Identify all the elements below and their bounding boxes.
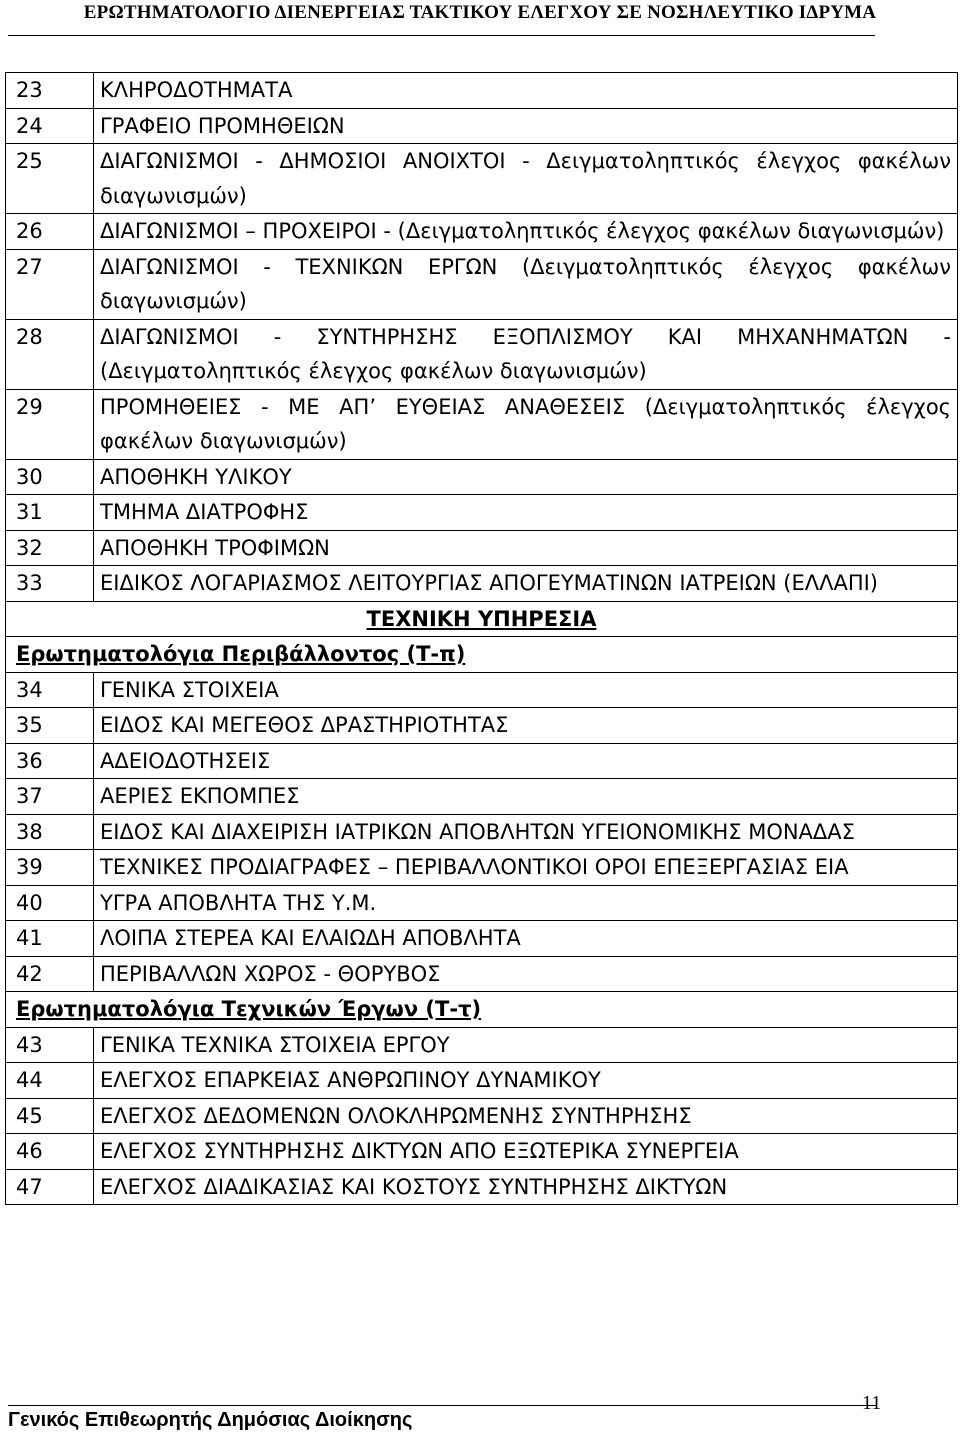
subheading-row — [6, 637, 958, 673]
row-number: 27 — [6, 249, 94, 319]
table-row — [6, 672, 958, 708]
table-row — [6, 1027, 958, 1063]
row-text: ΕΙΔΙΚΟΣ ΛΟΓΑΡΙΑΣΜΟΣ ΛΕΙΤΟΥΡΓΙΑΣ ΑΠΟΓΕΥΜΑΤΙΝΩΝ ΙΑΤΡΕΙΩΝ (ΕΛΛΑΠΙ) — [94, 566, 958, 602]
row-number: 25 — [6, 144, 94, 214]
table-row — [6, 885, 958, 921]
row-text: ΕΛΕΓΧΟΣ ΕΠΑΡΚΕΙΑΣ ΑΝΘΡΩΠΙΝΟΥ ΔΥΝΑΜΙΚΟΥ — [94, 1063, 958, 1099]
row-number: 34 — [6, 672, 94, 708]
page-number: 11 — [862, 1392, 882, 1414]
table-row — [6, 956, 958, 992]
row-text: ΕΛΕΓΧΟΣ ΔΙΑΔΙΚΑΣΙΑΣ ΚΑΙ ΚΟΣΤΟΥΣ ΣΥΝΤΗΡΗΣΗΣ ΔΙΚΤΥΩΝ — [94, 1169, 958, 1205]
table-row — [6, 108, 958, 144]
subheading-row — [6, 992, 958, 1028]
row-number: 23 — [6, 73, 94, 109]
row-text: ΤΕΧΝΙΚΕΣ ΠΡΟΔΙΑΓΡΑΦΕΣ – ΠΕΡΙΒΑΛΛΟΝΤΙΚΟΙ ΟΡΟΙ ΕΠΕΞΕΡΓΑΣΙΑΣ ΕΙΑ — [94, 850, 958, 886]
row-number: 42 — [6, 956, 94, 992]
row-number: 31 — [6, 495, 94, 531]
section-title-cell — [6, 601, 958, 637]
row-number: 26 — [6, 214, 94, 250]
table-row — [6, 779, 958, 815]
row-number: 24 — [6, 108, 94, 144]
table-row — [6, 495, 958, 531]
table-row — [6, 743, 958, 779]
footer-divider — [8, 1405, 876, 1406]
row-text: ΔΙΑΓΩΝΙΣΜΟΙ - ΣΥΝΤΗΡΗΣΗΣ ΕΞΟΠΛΙΣΜΟΥ ΚΑΙ ΜΗΧΑΝΗΜΑΤΩΝ - (Δειγματοληπτικός έλεγχος φακέλων διαγωνισμών) — [94, 319, 958, 389]
row-number: 44 — [6, 1063, 94, 1099]
row-text: ΕΙΔΟΣ ΚΑΙ ΜΕΓΕΘΟΣ ΔΡΑΣΤΗΡΙΟΤΗΤΑΣ — [94, 708, 958, 744]
section-header-row — [6, 601, 958, 637]
row-text: ΚΛΗΡΟΔΟΤΗΜΑΤΑ — [94, 73, 958, 109]
table-row — [6, 249, 958, 319]
row-text: ΔΙΑΓΩΝΙΣΜΟΙ – ΠΡΟΧΕΙΡΟΙ - (Δειγματοληπτικός έλεγχος φακέλων διαγωνισμών) — [94, 214, 958, 250]
row-text: ΠΕΡΙΒΑΛΛΩΝ ΧΩΡΟΣ - ΘΟΡΥΒΟΣ — [94, 956, 958, 992]
row-text: ΛΟΙΠΑ ΣΤΕΡΕΑ ΚΑΙ ΕΛΑΙΩΔΗ ΑΠΟΒΛΗΤΑ — [94, 921, 958, 957]
row-text: ΑΕΡΙΕΣ ΕΚΠΟΜΠΕΣ — [94, 779, 958, 815]
table-row — [6, 566, 958, 602]
row-number: 37 — [6, 779, 94, 815]
row-text: ΑΠΟΘΗΚΗ ΥΛΙΚΟΥ — [94, 459, 958, 495]
row-number: 45 — [6, 1098, 94, 1134]
row-number: 32 — [6, 530, 94, 566]
row-number: 35 — [6, 708, 94, 744]
row-number: 43 — [6, 1027, 94, 1063]
row-number: 46 — [6, 1134, 94, 1170]
table-row — [6, 214, 958, 250]
row-number: 29 — [6, 389, 94, 459]
row-text: ΤΜΗΜΑ ΔΙΑΤΡΟΦΗΣ — [94, 495, 958, 531]
questionnaire-table — [5, 72, 958, 1205]
table-row — [6, 319, 958, 389]
table-row — [6, 1098, 958, 1134]
table-row — [6, 459, 958, 495]
row-number: 38 — [6, 814, 94, 850]
table-row — [6, 144, 958, 214]
table-row — [6, 1134, 958, 1170]
footer-organization: Γενικός Επιθεωρητής Δημόσιας Διοίκησης — [8, 1409, 413, 1431]
row-number: 40 — [6, 885, 94, 921]
row-number: 41 — [6, 921, 94, 957]
row-text: ΔΙΑΓΩΝΙΣΜΟΙ - ΤΕΧΝΙΚΩΝ ΕΡΓΩΝ (Δειγματοληπτικός έλεγχος φακέλων διαγωνισμών) — [94, 249, 958, 319]
row-text: ΓΕΝΙΚΑ ΣΤΟΙΧΕΙΑ — [94, 672, 958, 708]
table-row — [6, 1169, 958, 1205]
row-text: ΕΛΕΓΧΟΣ ΣΥΝΤΗΡΗΣΗΣ ΔΙΚΤΥΩΝ ΑΠΟ ΕΞΩΤΕΡΙΚΑ ΣΥΝΕΡΓΕΙΑ — [94, 1134, 958, 1170]
row-number: 36 — [6, 743, 94, 779]
page-header-title: ΕΡΩΤΗΜΑΤΟΛΟΓΙΟ ΔΙΕΝΕΡΓΕΙΑΣ ΤΑΚΤΙΚΟΥ ΕΛΕΓΧΟΥ ΣΕ ΝΟΣΗΛΕΥΤΙΚΟ ΙΔΡΥΜΑ — [83, 2, 877, 23]
row-text: ΑΔΕΙΟΔΟΤΗΣΕΙΣ — [94, 743, 958, 779]
row-text: ΕΙΔΟΣ ΚΑΙ ΔΙΑΧΕΙΡΙΣΗ ΙΑΤΡΙΚΩΝ ΑΠΟΒΛΗΤΩΝ ΥΓΕΙΟΝΟΜΙΚΗΣ ΜΟΝΑΔΑΣ — [94, 814, 958, 850]
row-text: ΠΡΟΜΗΘΕΙΕΣ - ΜΕ ΑΠ’ ΕΥΘΕΙΑΣ ΑΝΑΘΕΣΕΙΣ (Δειγματοληπτικός έλεγχος φακέλων διαγωνισμών) — [94, 389, 958, 459]
row-text: ΓΡΑΦΕΙΟ ΠΡΟΜΗΘΕΙΩΝ — [94, 108, 958, 144]
row-text: ΕΛΕΓΧΟΣ ΔΕΔΟΜΕΝΩΝ ΟΛΟΚΛΗΡΩΜΕΝΗΣ ΣΥΝΤΗΡΗΣΗΣ — [94, 1098, 958, 1134]
table-row — [6, 73, 958, 109]
section-title: ΤΕΧΝΙΚΗ ΥΠΗΡΕΣΙΑ — [366, 606, 597, 631]
row-text: ΥΓΡΑ ΑΠΟΒΛΗΤΑ ΤΗΣ Υ.Μ. — [94, 885, 958, 921]
table-row — [6, 1063, 958, 1099]
header-divider — [8, 35, 875, 36]
table-row — [6, 708, 958, 744]
table-row — [6, 921, 958, 957]
table-row — [6, 530, 958, 566]
row-text: ΔΙΑΓΩΝΙΣΜΟΙ - ΔΗΜΟΣΙΟΙ ΑΝΟΙΧΤΟΙ - Δειγματοληπτικός έλεγχος φακέλων διαγωνισμών) — [94, 144, 958, 214]
subheading-cell — [6, 637, 958, 673]
subheading-technical-works: Ερωτηματολόγια Τεχνικών Έργων (Τ-τ) — [16, 997, 482, 1021]
row-text: ΑΠΟΘΗΚΗ ΤΡΟΦΙΜΩΝ — [94, 530, 958, 566]
row-text: ΓΕΝΙΚΑ ΤΕΧΝΙΚΑ ΣΤΟΙΧΕΙΑ ΕΡΓΟΥ — [94, 1027, 958, 1063]
subheading-cell — [6, 992, 958, 1028]
row-number: 47 — [6, 1169, 94, 1205]
row-number: 28 — [6, 319, 94, 389]
row-number: 39 — [6, 850, 94, 886]
table-row — [6, 814, 958, 850]
subheading-environment: Ερωτηματολόγια Περιβάλλοντος (Τ-π) — [16, 642, 466, 666]
table-row — [6, 389, 958, 459]
row-number: 33 — [6, 566, 94, 602]
row-number: 30 — [6, 459, 94, 495]
table-row — [6, 850, 958, 886]
